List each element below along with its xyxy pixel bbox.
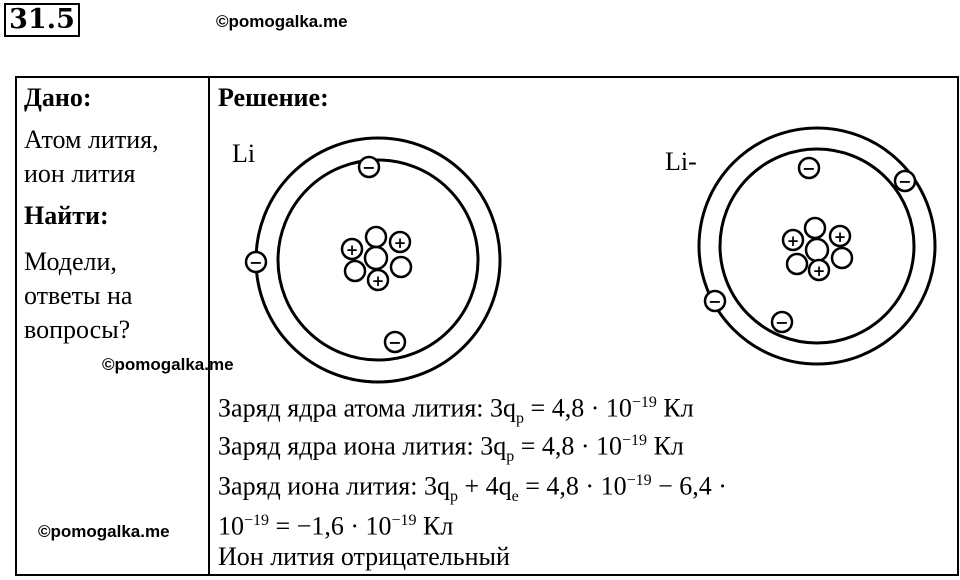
electron-sign: − [388, 333, 402, 352]
watermark-bottom: ©pomogalka.me [38, 522, 170, 541]
electron-sign: − [362, 158, 376, 177]
proton-sign: + [786, 232, 800, 250]
neutron [365, 247, 387, 269]
neutron [787, 254, 807, 274]
problem-number: 31.5 [4, 3, 80, 37]
solution-title: Решение: [218, 83, 329, 112]
solution-line-2: Заряд ядра иона лития: $3q_p = 4,8 \cdot 10^{-19}$ Кл [218, 431, 684, 465]
find-line-1: Модели, [24, 247, 117, 276]
electron-sign: − [249, 253, 263, 272]
proton-sign: + [345, 241, 359, 259]
neutron [805, 218, 825, 238]
solution-line-4: $10^{-19} = -1,6 \cdot 10^{-19}$ Кл [218, 511, 454, 541]
electron-sign: − [708, 292, 722, 311]
proton-sign: + [833, 228, 847, 246]
atom-label: Li [232, 139, 256, 168]
solution-line-5: Ион лития отрицательный [218, 542, 510, 571]
electron-sign: − [898, 172, 912, 191]
solution-line-1: Заряд ядра атома лития: $3q_p = 4,8 \cdot 10^{-19}$ Кл [218, 393, 694, 427]
proton-sign: + [371, 272, 385, 290]
electron-sign: − [775, 313, 789, 332]
neutron [345, 261, 365, 281]
ion-label: Li- [665, 147, 697, 176]
neutron [366, 227, 386, 247]
proton-sign: + [393, 234, 407, 252]
watermark-top: ©pomogalka.me [216, 12, 348, 31]
electron-sign: − [802, 159, 816, 178]
find-line-3: вопросы? [24, 315, 131, 344]
neutron [832, 248, 852, 268]
solution-line-3: Заряд иона лития: $3q_p + 4q_e = 4,8 \cdot 10^{-19} - 6,4$ · [218, 471, 727, 505]
find-line-2: ответы на [24, 281, 133, 310]
proton-sign: + [812, 262, 826, 280]
neutron [806, 239, 828, 261]
given-line-2: ион лития [24, 159, 136, 188]
given-title: Дано: [24, 83, 92, 112]
neutron [391, 257, 411, 277]
watermark-mid: ©pomogalka.me [102, 355, 234, 374]
given-line-1: Атом лития, [24, 125, 159, 154]
find-title: Найти: [24, 201, 109, 230]
